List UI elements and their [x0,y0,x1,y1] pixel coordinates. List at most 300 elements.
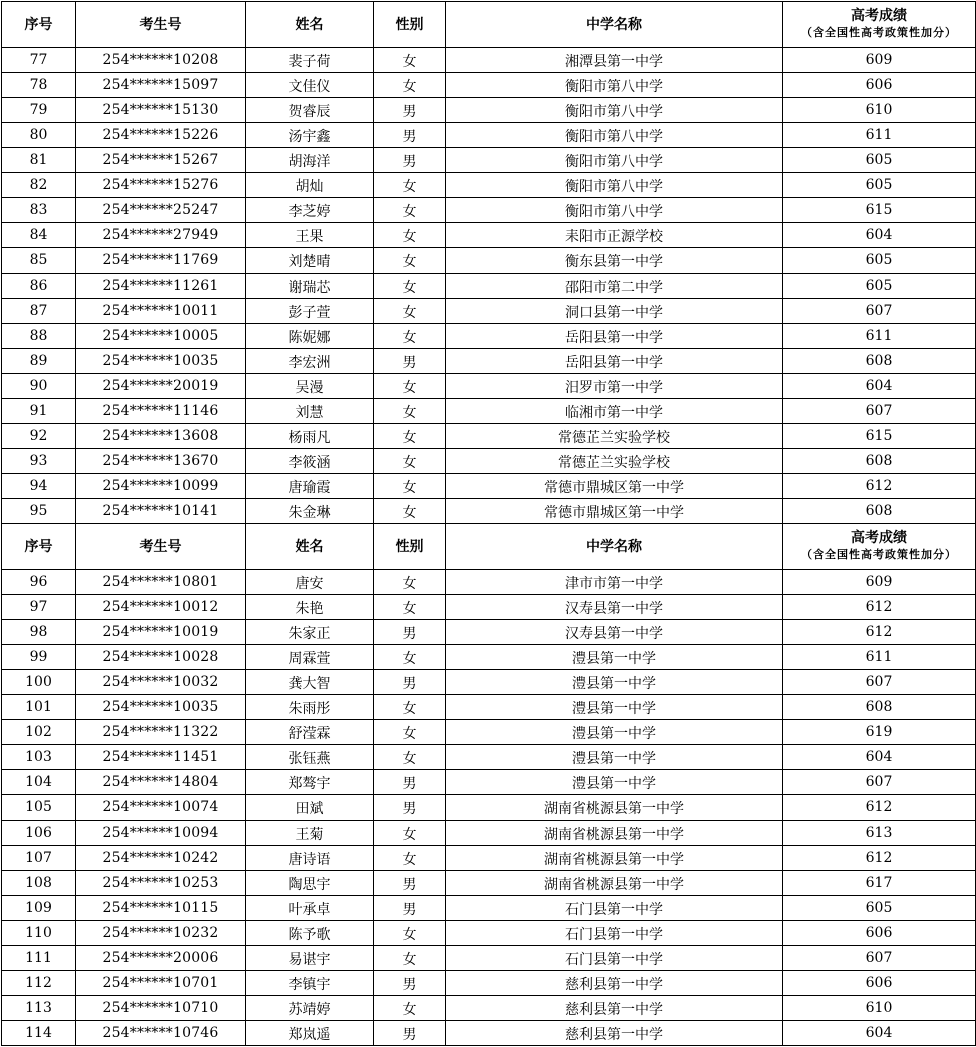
cell-school [446,620,783,645]
cell-school-text: 石门县第一中学 [565,901,663,918]
cell-school-text: 慈利县第一中学 [565,976,663,993]
cell-name-text: 舒滢霖 [288,726,331,743]
cell-seq: 94 [2,473,76,498]
cell-school-text: 慈利县第一中学 [565,1026,663,1043]
cell-seq: 85 [2,248,76,273]
table-body [2,2,976,1046]
cell-gender-text: 女 [402,651,417,668]
table-row [2,920,976,945]
cell-exam-id: 254******13670 [76,448,246,473]
cell-name [246,448,374,473]
cell-name-text: 田斌 [295,801,324,818]
cell-name-text: 陈妮娜 [288,329,331,346]
cell-gender-text: 男 [402,1026,417,1043]
table-row [2,1020,976,1045]
cell-gender-text: 女 [402,229,417,246]
cell-name [246,423,374,448]
cell-score: 611 [783,323,976,348]
cell-exam-id: 254******10005 [76,323,246,348]
cell-school [446,298,783,323]
header-seq: 序号 [2,523,76,569]
cell-score: 609 [783,48,976,73]
cell-name-text: 张钰燕 [288,751,331,768]
table-row [2,423,976,448]
cell-gender-text: 女 [402,254,417,271]
table-row [2,373,976,398]
cell-gender [374,398,446,423]
cell-school-text: 汉寿县第一中学 [565,601,663,618]
cell-score: 607 [783,770,976,795]
cell-gender [374,473,446,498]
cell-seq: 107 [2,845,76,870]
cell-school [446,645,783,670]
cell-name-text: 叶承卓 [288,901,331,918]
cell-school-text: 津市市第一中学 [565,576,663,593]
cell-school [446,720,783,745]
cell-school [446,845,783,870]
cell-exam-id: 254******15267 [76,148,246,173]
cell-gender-text: 女 [402,951,417,968]
cell-name [246,48,374,73]
cell-name [246,298,374,323]
cell-exam-id: 254******10141 [76,498,246,523]
cell-gender-text: 女 [402,726,417,743]
cell-exam-id: 254******10242 [76,845,246,870]
table-row [2,995,976,1020]
cell-seq: 83 [2,198,76,223]
cell-exam-id: 254******10011 [76,298,246,323]
cell-name [246,595,374,620]
cell-school [446,173,783,198]
cell-school-text: 衡阳市第八中学 [565,179,663,196]
table-row [2,845,976,870]
cell-gender [374,48,446,73]
cell-school-text: 石门县第一中学 [565,951,663,968]
cell-seq: 89 [2,348,76,373]
table-row [2,895,976,920]
cell-name-text: 文佳仪 [288,79,331,96]
cell-school [446,148,783,173]
cell-name-text: 唐诗语 [288,851,331,868]
table-row [2,745,976,770]
header-gender: 性别 [374,2,446,48]
table-row [2,720,976,745]
cell-score: 608 [783,498,976,523]
cell-score: 605 [783,173,976,198]
cell-exam-id: 254******13608 [76,423,246,448]
cell-seq: 81 [2,148,76,173]
cell-name-text: 唐瑜霞 [288,479,331,496]
cell-name-text: 刘楚晴 [288,254,331,271]
cell-name-text: 朱家正 [288,626,331,643]
table-row [2,670,976,695]
cell-school [446,945,783,970]
cell-gender-text: 女 [402,279,417,296]
cell-gender [374,570,446,595]
cell-seq: 110 [2,920,76,945]
cell-seq: 104 [2,770,76,795]
cell-school [446,98,783,123]
cell-name-text: 吴漫 [295,379,324,396]
cell-exam-id: 254******11769 [76,248,246,273]
cell-school [446,920,783,945]
cell-name [246,248,374,273]
cell-school-text: 衡阳市第八中学 [565,104,663,121]
table-row [2,148,976,173]
cell-exam-id: 254******10032 [76,670,246,695]
cell-seq: 97 [2,595,76,620]
cell-name [246,820,374,845]
cell-exam-id: 254******10028 [76,645,246,670]
cell-name-text: 谢瑞芯 [288,279,331,296]
cell-seq: 109 [2,895,76,920]
cell-gender [374,248,446,273]
cell-name [246,148,374,173]
cell-gender-text: 女 [402,701,417,718]
cell-school [446,123,783,148]
cell-school-text: 澧县第一中学 [572,651,656,668]
cell-gender [374,323,446,348]
cell-score: 612 [783,620,976,645]
cell-school [446,570,783,595]
cell-name-text: 李宏洲 [288,354,331,371]
cell-school [446,670,783,695]
cell-school-text: 常德市鼎城区第一中学 [544,504,684,521]
cell-score: 617 [783,870,976,895]
cell-school-text: 耒阳市正源学校 [565,229,663,246]
table-row [2,795,976,820]
cell-gender-text: 女 [402,751,417,768]
cell-name [246,223,374,248]
cell-school-text: 洞口县第一中学 [565,304,663,321]
cell-gender [374,620,446,645]
cell-seq: 106 [2,820,76,845]
cell-name [246,995,374,1020]
header-score [783,2,976,48]
cell-school-text: 湖南省桃源县第一中学 [544,851,684,868]
cell-school-text: 常德芷兰实验学校 [558,454,670,471]
cell-exam-id: 254******10701 [76,970,246,995]
cell-name-text: 裴子荷 [288,54,331,71]
cell-gender [374,645,446,670]
cell-name-text: 李筱涵 [288,454,331,471]
cell-gender [374,720,446,745]
cell-score: 606 [783,920,976,945]
cell-school [446,795,783,820]
cell-school-text: 常德芷兰实验学校 [558,429,670,446]
cell-seq: 86 [2,273,76,298]
cell-name [246,348,374,373]
table-row [2,595,976,620]
cell-score: 612 [783,845,976,870]
table-row [2,398,976,423]
cell-school-text: 澧县第一中学 [572,676,656,693]
cell-school [446,223,783,248]
cell-gender-text: 女 [402,479,417,496]
cell-name-text: 彭子萱 [288,304,331,321]
cell-school [446,373,783,398]
cell-gender [374,148,446,173]
cell-school [446,745,783,770]
cell-school [446,48,783,73]
cell-score: 607 [783,398,976,423]
cell-gender-text: 女 [402,504,417,521]
table-row [2,73,976,98]
cell-name [246,870,374,895]
cell-school-text: 岳阳县第一中学 [565,354,663,371]
cell-seq: 108 [2,870,76,895]
cell-school [446,198,783,223]
cell-score: 606 [783,970,976,995]
cell-school-text: 邵阳市第二中学 [565,279,663,296]
cell-name [246,323,374,348]
cell-score: 605 [783,273,976,298]
header-school: 中学名称 [446,2,783,48]
cell-seq: 87 [2,298,76,323]
cell-exam-id: 254******27949 [76,223,246,248]
cell-gender [374,298,446,323]
cell-score: 612 [783,595,976,620]
cell-gender-text: 女 [402,379,417,396]
cell-score: 608 [783,448,976,473]
cell-name-text: 唐安 [295,576,324,593]
cell-exam-id: 254******10099 [76,473,246,498]
cell-score: 605 [783,248,976,273]
cell-seq: 102 [2,720,76,745]
header-score-note: （含全国性高考政策性加分） [801,26,957,40]
cell-gender [374,273,446,298]
cell-gender [374,73,446,98]
cell-exam-id: 254******10208 [76,48,246,73]
cell-school-text: 衡阳市第八中学 [565,129,663,146]
cell-name [246,123,374,148]
cell-gender [374,770,446,795]
cell-exam-id: 254******10746 [76,1020,246,1045]
cell-school-text: 湖南省桃源县第一中学 [544,826,684,843]
cell-gender-text: 男 [402,876,417,893]
cell-school-text: 衡东县第一中学 [565,254,663,271]
cell-exam-id: 254******11146 [76,398,246,423]
cell-name-text: 汤宇鑫 [288,129,331,146]
cell-gender [374,695,446,720]
header-exam-id: 考生号 [76,2,246,48]
cell-name [246,970,374,995]
cell-gender-text: 女 [402,429,417,446]
cell-seq: 99 [2,645,76,670]
cell-score: 619 [783,720,976,745]
cell-school-text: 湘潭县第一中学 [565,54,663,71]
cell-gender [374,223,446,248]
cell-name-text: 杨雨凡 [288,429,331,446]
cell-exam-id: 254******25247 [76,198,246,223]
cell-gender [374,820,446,845]
cell-school [446,1020,783,1045]
cell-exam-id: 254******10019 [76,620,246,645]
header-score-label: 高考成绩 [851,530,907,546]
cell-school-text: 衡阳市第八中学 [565,154,663,171]
cell-gender-text: 女 [402,204,417,221]
cell-gender-text: 女 [402,179,417,196]
cell-gender-text: 男 [402,801,417,818]
cell-seq: 82 [2,173,76,198]
cell-school [446,695,783,720]
cell-name-text: 郑骜宇 [288,776,331,793]
cell-name [246,645,374,670]
header-score-note: （含全国性高考政策性加分） [801,548,957,561]
cell-school [446,770,783,795]
table-row [2,695,976,720]
cell-gender [374,348,446,373]
cell-exam-id: 254******11322 [76,720,246,745]
table-row [2,820,976,845]
cell-exam-id: 254******10012 [76,595,246,620]
table-row [2,323,976,348]
header-exam-id: 考生号 [76,523,246,569]
table-row [2,123,976,148]
admission-score-table [1,1,976,1046]
cell-gender-text: 男 [402,676,417,693]
cell-name-text: 李镇宇 [288,976,331,993]
header-row [2,2,976,48]
cell-name [246,570,374,595]
cell-gender-text: 男 [402,901,417,918]
cell-seq: 95 [2,498,76,523]
cell-name [246,745,374,770]
cell-gender-text: 女 [402,926,417,943]
cell-name [246,895,374,920]
cell-name-text: 胡海洋 [288,154,331,171]
cell-seq: 90 [2,373,76,398]
header-school: 中学名称 [446,523,783,569]
cell-name [246,670,374,695]
cell-name-text: 陈予歌 [288,926,331,943]
cell-school-text: 湖南省桃源县第一中学 [544,876,684,893]
cell-name-text: 朱金琳 [288,504,331,521]
cell-name [246,473,374,498]
cell-seq: 93 [2,448,76,473]
cell-school [446,498,783,523]
cell-gender [374,448,446,473]
cell-exam-id: 254******15130 [76,98,246,123]
cell-school-text: 衡阳市第八中学 [565,79,663,96]
cell-gender-text: 男 [402,104,417,121]
cell-school-text: 澧县第一中学 [572,726,656,743]
cell-score: 607 [783,670,976,695]
cell-school [446,323,783,348]
cell-gender-text: 女 [402,454,417,471]
cell-seq: 100 [2,670,76,695]
cell-school-text: 常德市鼎城区第一中学 [544,479,684,496]
cell-school-text: 湖南省桃源县第一中学 [544,801,684,818]
cell-score: 605 [783,148,976,173]
cell-name-text: 胡灿 [295,179,324,196]
cell-exam-id: 254******11451 [76,745,246,770]
cell-name-text: 李芝婷 [288,204,331,221]
cell-gender [374,795,446,820]
cell-school [446,248,783,273]
cell-school-text: 汨罗市第一中学 [565,379,663,396]
cell-exam-id: 254******20006 [76,945,246,970]
cell-name-text: 贺睿辰 [288,104,331,121]
cell-exam-id: 254******14804 [76,770,246,795]
cell-gender [374,98,446,123]
cell-gender [374,870,446,895]
table-row [2,348,976,373]
cell-exam-id: 254******20019 [76,373,246,398]
cell-gender [374,423,446,448]
cell-name [246,98,374,123]
cell-exam-id: 254******10232 [76,920,246,945]
cell-gender [374,895,446,920]
cell-name-text: 朱艳 [295,601,324,618]
cell-name [246,945,374,970]
cell-name [246,273,374,298]
cell-gender [374,745,446,770]
cell-seq: 92 [2,423,76,448]
cell-gender [374,1020,446,1045]
table-row [2,273,976,298]
cell-name-text: 龚大智 [288,676,331,693]
cell-score: 612 [783,473,976,498]
cell-gender-text: 男 [402,354,417,371]
cell-seq: 96 [2,570,76,595]
cell-school-text: 岳阳县第一中学 [565,329,663,346]
table-row [2,298,976,323]
cell-exam-id: 254******10094 [76,820,246,845]
cell-seq: 91 [2,398,76,423]
cell-score: 612 [783,795,976,820]
table-row [2,945,976,970]
cell-school-text: 澧县第一中学 [572,776,656,793]
cell-score: 604 [783,373,976,398]
cell-name [246,498,374,523]
cell-gender-text: 女 [402,851,417,868]
cell-gender-text: 女 [402,1001,417,1018]
cell-name [246,770,374,795]
cell-school-text: 临湘市第一中学 [565,404,663,421]
cell-name-text: 王菊 [295,826,324,843]
cell-exam-id: 254******10035 [76,348,246,373]
cell-exam-id: 254******10801 [76,570,246,595]
cell-gender-text: 女 [402,79,417,96]
cell-score: 610 [783,98,976,123]
cell-seq: 78 [2,73,76,98]
cell-gender-text: 男 [402,626,417,643]
cell-score: 604 [783,745,976,770]
header-seq: 序号 [2,2,76,48]
cell-seq: 88 [2,323,76,348]
cell-name-text: 刘慧 [295,404,324,421]
cell-seq: 103 [2,745,76,770]
cell-school [446,73,783,98]
cell-exam-id: 254******15097 [76,73,246,98]
header-score [783,523,976,569]
cell-school-text: 衡阳市第八中学 [565,204,663,221]
cell-seq: 105 [2,795,76,820]
table-row [2,645,976,670]
cell-school [446,473,783,498]
cell-name [246,198,374,223]
cell-gender-text: 女 [402,404,417,421]
cell-seq: 84 [2,223,76,248]
header-row [2,523,976,569]
cell-name [246,398,374,423]
cell-gender [374,995,446,1020]
cell-name [246,845,374,870]
cell-name [246,620,374,645]
cell-name-text: 朱雨彤 [288,701,331,718]
table-row [2,620,976,645]
